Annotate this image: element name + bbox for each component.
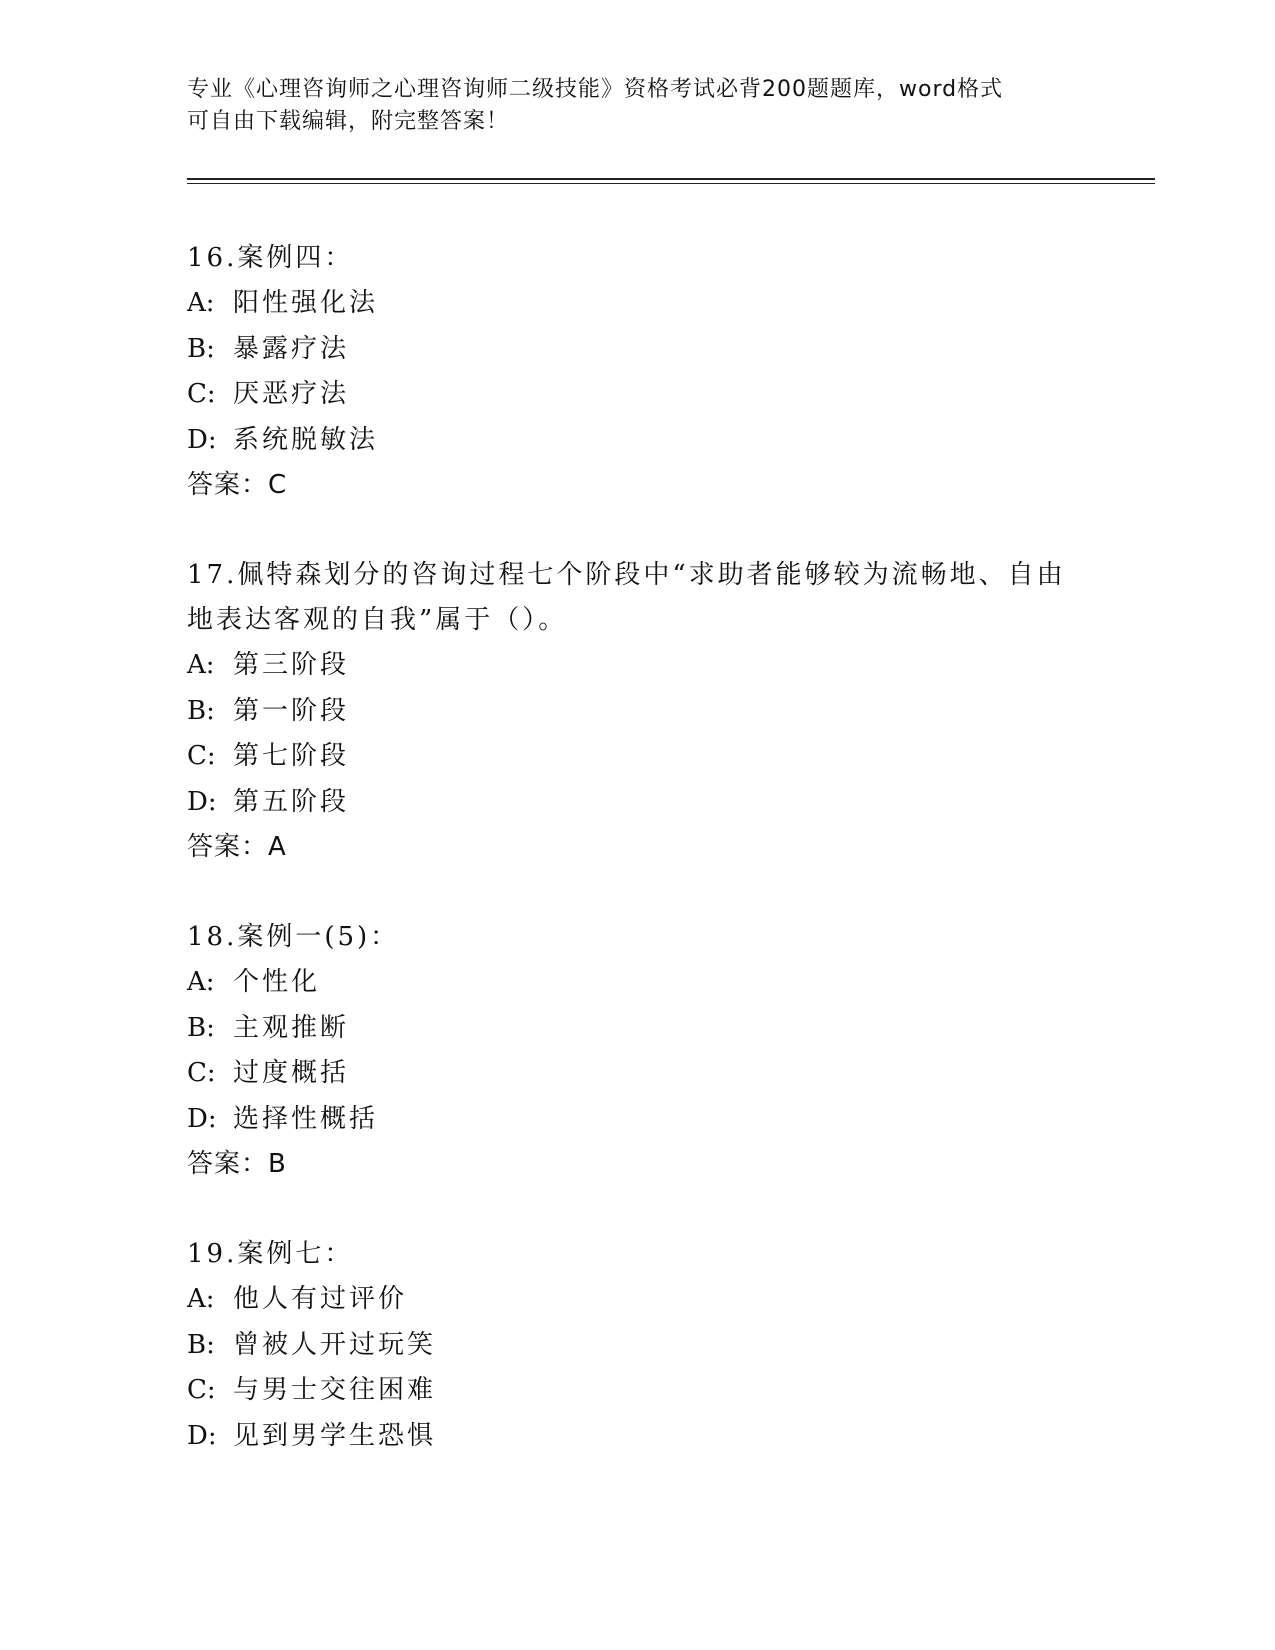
answer-line: 答案：B — [187, 1149, 287, 1180]
option-letter: B: — [187, 695, 215, 726]
option-letter: C: — [187, 1375, 216, 1406]
question-list — [187, 236, 1087, 1503]
option-text: 曾被人开过玩笑 — [233, 1329, 437, 1360]
option-letter: A: — [187, 1283, 215, 1314]
option-text: 见到男学生恐惧 — [233, 1420, 437, 1451]
option-letter: A: — [187, 288, 215, 318]
option-d — [187, 780, 1087, 826]
question-19 — [187, 1232, 1087, 1459]
header-line-1: 专业《心理咨询师之心理咨询师二级技能》资格考试必背200题题库，word格式 — [187, 77, 1004, 102]
option-text: 他人有过评价 — [233, 1283, 408, 1314]
option-text: 阳性强化法 — [233, 288, 379, 318]
option-d — [187, 418, 1087, 464]
option-b — [187, 327, 1087, 373]
question-17 — [187, 553, 1087, 871]
option-letter: A: — [187, 966, 215, 997]
header-divider-thick — [187, 178, 1155, 180]
option-letter: C: — [187, 741, 216, 772]
option-a — [187, 281, 1087, 327]
option-letter: B: — [187, 1329, 215, 1360]
option-letter: B: — [187, 1012, 215, 1043]
option-text: 暴露疗法 — [233, 333, 350, 364]
option-b — [187, 689, 1087, 735]
option-text: 选择性概括 — [233, 1103, 379, 1134]
option-text: 与男士交往困难 — [233, 1375, 437, 1406]
option-letter: A: — [187, 649, 215, 680]
option-letter: D: — [187, 786, 217, 817]
answer-line: 答案：A — [187, 832, 287, 863]
answer-line: 答案：C — [187, 470, 288, 501]
option-c — [187, 734, 1087, 780]
question-stem: 16.案例四： — [187, 243, 354, 273]
option-text: 个性化 — [233, 966, 321, 997]
option-letter: D: — [187, 1420, 217, 1451]
option-c — [187, 372, 1087, 418]
option-letter: D: — [187, 424, 217, 455]
option-letter: C: — [187, 1058, 216, 1089]
header-line-2: 可自由下载编辑，附完整答案！ — [187, 109, 510, 134]
question-stem: 18.案例一(5)： — [187, 921, 400, 952]
option-text: 厌恶疗法 — [233, 379, 350, 410]
option-c — [187, 1368, 1087, 1414]
question-16 — [187, 236, 1087, 509]
option-text: 主观推断 — [233, 1012, 350, 1043]
option-text: 过度概括 — [233, 1058, 350, 1089]
option-text: 系统脱敏法 — [233, 424, 379, 455]
option-letter: D: — [187, 1103, 217, 1134]
option-a — [187, 1277, 1087, 1323]
page-header — [187, 74, 1087, 138]
header-divider-thin — [187, 183, 1155, 184]
option-a — [187, 960, 1087, 1006]
question-stem: 17.佩特森划分的咨询过程七个阶段中“求助者能够较为流畅地、自由地表达客观的自我”属于（）。 — [187, 559, 1066, 635]
option-text: 第三阶段 — [233, 649, 350, 680]
option-text: 第一阶段 — [233, 695, 350, 726]
option-a — [187, 643, 1087, 689]
option-text: 第五阶段 — [233, 786, 350, 817]
option-letter: C: — [187, 379, 216, 410]
question-18 — [187, 915, 1087, 1188]
option-c — [187, 1051, 1087, 1097]
option-d — [187, 1414, 1087, 1460]
option-text: 第七阶段 — [233, 741, 350, 772]
question-stem: 19.案例七： — [187, 1238, 354, 1269]
option-b — [187, 1323, 1087, 1369]
option-b — [187, 1006, 1087, 1052]
option-d — [187, 1097, 1087, 1143]
option-letter: B: — [187, 333, 215, 364]
